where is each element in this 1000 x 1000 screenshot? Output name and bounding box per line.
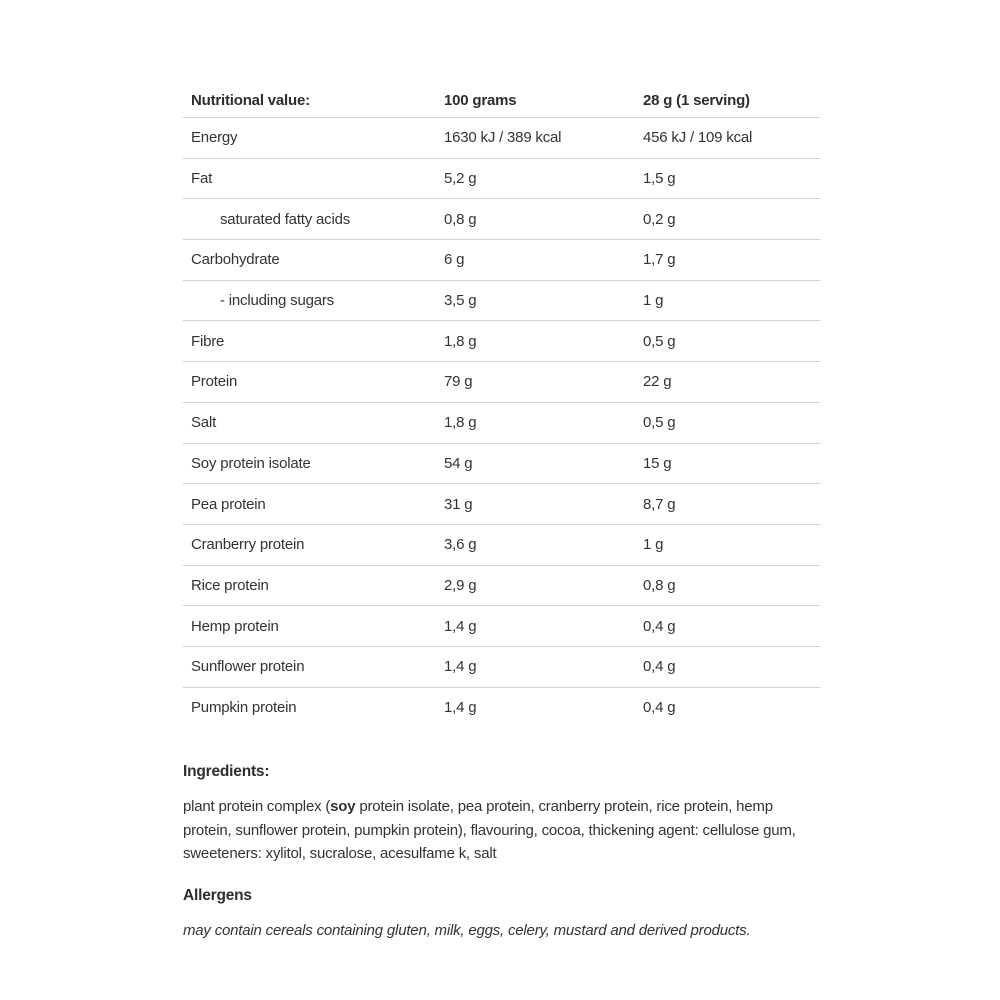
ingredients-text: [183, 795, 823, 866]
table-row: [183, 362, 820, 403]
table-row: [183, 321, 820, 362]
table-row: [183, 647, 820, 688]
value-per-100g: 54 g: [444, 454, 473, 472]
nutrition-table: [183, 84, 820, 727]
table-row: [183, 403, 820, 444]
table-row: [183, 606, 820, 647]
table-row: [183, 240, 820, 281]
value-per-serving: 0,4 g: [643, 658, 676, 676]
nutrient-label: Fat: [191, 170, 213, 188]
value-per-serving: 0,5 g: [643, 332, 676, 350]
value-per-100g: 2,9 g: [444, 576, 477, 594]
nutrient-label: Fibre: [191, 332, 225, 350]
value-per-100g: 0,8 g: [444, 210, 477, 228]
value-per-100g: 1630 kJ / 389 kcal: [444, 129, 562, 147]
value-per-100g: 31 g: [444, 495, 473, 513]
value-per-serving: 1 g: [643, 536, 664, 554]
value-per-100g: 6 g: [444, 251, 465, 269]
nutrient-label: Sunflower protein: [191, 658, 305, 676]
table-header-row: [183, 84, 820, 118]
nutrient-label: Pumpkin protein: [191, 698, 297, 716]
nutrient-label: Protein: [191, 373, 238, 391]
table-row: [183, 281, 820, 322]
nutrient-label: Cranberry protein: [191, 536, 305, 554]
table-row: [183, 118, 820, 159]
value-per-serving: 1,7 g: [643, 251, 676, 269]
value-per-100g: 1,4 g: [444, 658, 477, 676]
value-per-serving: 8,7 g: [643, 495, 676, 513]
header-nutrient-column: Nutritional value:: [191, 92, 310, 109]
nutrition-table-body: [183, 118, 820, 727]
ingredients-bold-word: soy: [330, 798, 356, 816]
allergens-heading: Allergens: [183, 886, 252, 904]
nutrient-label: Pea protein: [191, 495, 266, 513]
value-per-serving: 0,2 g: [643, 210, 676, 228]
value-per-serving: 1,5 g: [643, 170, 676, 188]
header-100g-column: 100 grams: [444, 92, 517, 109]
nutrient-label: - including sugars: [220, 292, 334, 310]
ingredients-text-before-bold: plant protein complex (: [183, 798, 331, 816]
value-per-100g: 79 g: [444, 373, 473, 391]
table-row: [183, 525, 820, 566]
nutrient-label: Soy protein isolate: [191, 454, 311, 472]
table-row: [183, 159, 820, 200]
table-row: [183, 199, 820, 240]
value-per-serving: 456 kJ / 109 kcal: [643, 129, 753, 147]
nutrition-label: [183, 84, 820, 942]
value-per-serving: 15 g: [643, 454, 672, 472]
value-per-serving: 1 g: [643, 292, 664, 310]
value-per-serving: 0,5 g: [643, 414, 676, 432]
nutrient-label: Salt: [191, 414, 217, 432]
nutrient-label: Rice protein: [191, 576, 269, 594]
nutrient-label: Energy: [191, 129, 238, 147]
header-serving-column: 28 g (1 serving): [643, 92, 750, 109]
value-per-serving: 0,4 g: [643, 698, 676, 716]
nutrient-label: saturated fatty acids: [220, 210, 351, 228]
value-per-100g: 1,8 g: [444, 414, 477, 432]
allergens-text: may contain cereals containing gluten, milk, eggs, celery, mustard and derived products.: [183, 921, 751, 939]
value-per-serving: 22 g: [643, 373, 672, 391]
table-row: [183, 566, 820, 607]
table-row: [183, 444, 820, 485]
ingredients-text-after-bold: protein isolate, pea protein, cranberry protein, rice protein, hemp protein, sunflower protein, pumpkin protein), flavouring, cocoa, thickening agent: cellulose gum, sweeteners: xylitol, sucralose, acesulfame k, salt: [183, 798, 796, 863]
value-per-100g: 1,8 g: [444, 332, 477, 350]
value-per-100g: 3,5 g: [444, 292, 477, 310]
value-per-100g: 1,4 g: [444, 617, 477, 635]
value-per-100g: 5,2 g: [444, 170, 477, 188]
value-per-100g: 3,6 g: [444, 536, 477, 554]
value-per-serving: 0,8 g: [643, 576, 676, 594]
ingredients-heading: Ingredients:: [183, 763, 270, 781]
nutrient-label: Hemp protein: [191, 617, 279, 635]
table-row: [183, 484, 820, 525]
value-per-100g: 1,4 g: [444, 698, 477, 716]
table-row: [183, 688, 820, 728]
value-per-serving: 0,4 g: [643, 617, 676, 635]
nutrient-label: Carbohydrate: [191, 251, 280, 269]
